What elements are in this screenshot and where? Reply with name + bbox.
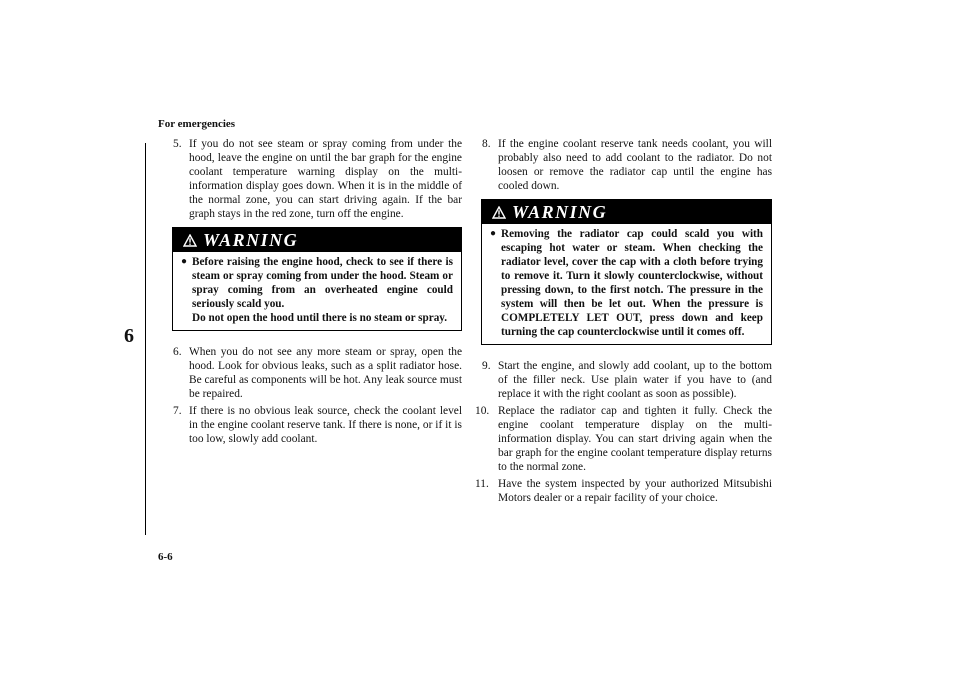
warning-body — [482, 224, 771, 344]
step-number: 7. — [173, 405, 182, 417]
warning-header — [482, 200, 771, 224]
step-number: 10. — [475, 405, 490, 417]
step-text: When you do not see any more steam or spray, open the hood. Look for obvious leaks, such as a split radiator hose. Be careful as components will be hot. Any leak source must be repaired. — [189, 346, 462, 400]
warning-title: WARNING — [203, 230, 299, 250]
step-5 — [172, 137, 462, 221]
chapter-tab-line — [145, 143, 146, 535]
page-number: 6-6 — [158, 551, 173, 563]
right-column — [475, 137, 772, 505]
step-text: Have the system inspected by your authorized Mitsubishi Motors dealer or a repair facility of your choice. — [498, 478, 772, 504]
step-text: If you do not see steam or spray coming from under the hood, leave the engine on until the bar graph for the engine coolant temperature warning display on the multi-information display goes down. When it is in the middle of the normal zone, you can start driving again. If the bar graph stays in the red zone, turn off the engine. — [189, 138, 462, 220]
warning-box-radiator-cap — [481, 199, 772, 345]
warning-triangle-icon — [492, 206, 506, 219]
step-number: 8. — [482, 138, 491, 150]
step-text: Start the engine, and slowly add coolant, up to the bottom of the filler neck. Use plain water if you have to (and replace it with the right coolant as soon as possible). — [498, 360, 772, 400]
step-10 — [475, 404, 772, 474]
warning-text: Removing the radiator cap could scald you with escaping hot water or steam. When checking the radiator level, cover the cap with a cloth before trying to remove it. Turn it slowly counterclockwise, without pressing down, to the first notch. The pressure in the system will then be let out. When the pressure is COMPLETELY LET OUT, press down and keep turning the cap counterclockwise until it comes off. — [501, 228, 763, 338]
step-9 — [481, 359, 772, 401]
step-number: 6. — [173, 346, 182, 358]
warning-body — [173, 252, 461, 330]
warning-text: Before raising the engine hood, check to see if there is steam or spray coming from under the hood. Steam or spray coming from an overheated engine could seriously scald you. — [192, 256, 453, 310]
step-number: 11. — [475, 478, 489, 490]
bullet-icon: ● — [490, 228, 497, 239]
step-7 — [172, 404, 462, 446]
step-text: Replace the radiator cap and tighten it fully. Check the engine coolant temperature display on the multi-information display. You can start driving again when the bar graph for the engine coolant temperature display returns to the normal zone. — [498, 405, 772, 473]
warning-box-hood — [172, 227, 462, 331]
step-number: 9. — [482, 360, 491, 372]
step-8 — [481, 137, 772, 193]
warning-text-secondary: Do not open the hood until there is no steam or spray. — [192, 312, 448, 324]
warning-triangle-icon — [183, 234, 197, 247]
section-header: For emergencies — [158, 118, 236, 130]
warning-title: WARNING — [512, 202, 608, 222]
bullet-icon: ● — [181, 256, 188, 267]
step-text: If the engine coolant reserve tank needs coolant, you will probably also need to add coolant to the radiator. Do not loosen or remove the radiator cap until the engine has cooled down. — [498, 138, 772, 192]
step-number: 5. — [173, 138, 182, 150]
warning-header — [173, 228, 461, 252]
step-6 — [172, 345, 462, 401]
step-11 — [475, 477, 772, 505]
chapter-number: 6 — [124, 325, 134, 347]
step-text: If there is no obvious leak source, check the coolant level in the engine coolant reserve tank. If there is none, or if it is too low, slowly add coolant. — [189, 405, 462, 445]
left-column — [172, 137, 462, 446]
